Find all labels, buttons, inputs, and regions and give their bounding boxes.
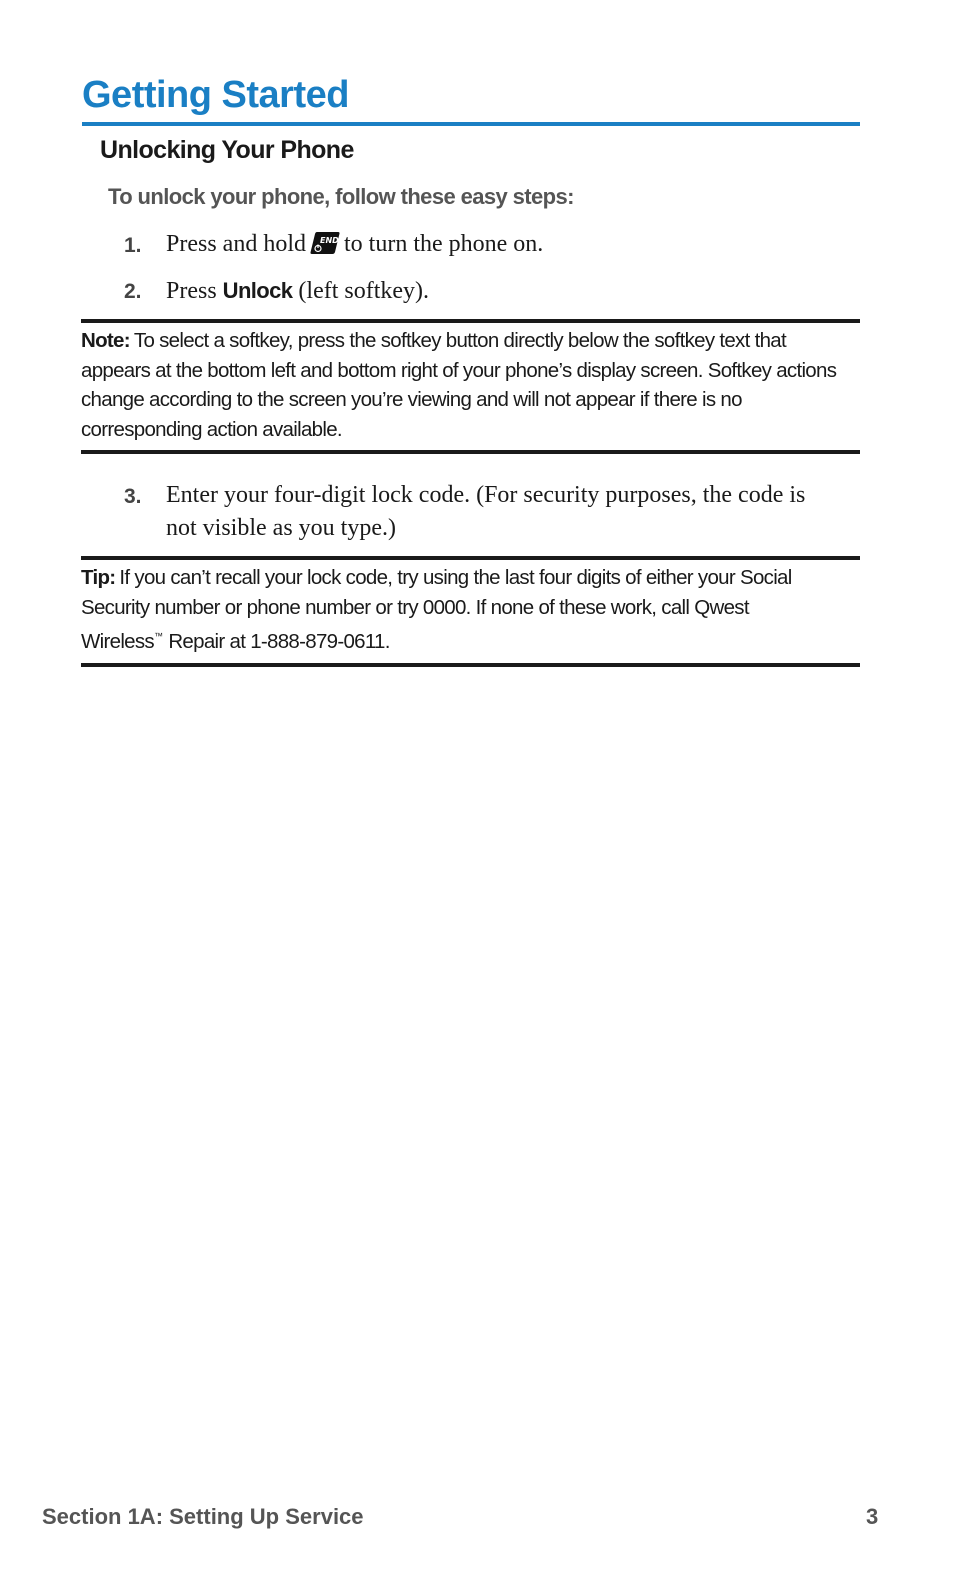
- page-title: Getting Started: [82, 72, 860, 126]
- step-number: 1.: [124, 234, 142, 257]
- end-key-icon: [310, 230, 340, 256]
- trademark-symbol: ™: [154, 631, 163, 641]
- step-1: [124, 228, 824, 262]
- section-heading: Unlocking Your Phone: [100, 136, 354, 164]
- step-number: 3.: [124, 485, 142, 508]
- step-text: Enter your four-digit lock code. (For security purposes, the code is not visible as you type.): [166, 482, 806, 541]
- step-text-before: Press: [166, 278, 217, 304]
- tip-box: [81, 556, 860, 667]
- tip-text-before: If you can’t recall your lock code, try using the last four digits of either your Social Security number or phone number or try 0000. If none of these work, call Qwest Wireless: [81, 566, 792, 653]
- step-text: [166, 228, 824, 262]
- tip-label: Tip:: [81, 566, 116, 589]
- step-text-after: to turn the phone on.: [344, 231, 544, 257]
- step-text-after: (left softkey).: [298, 278, 430, 304]
- svg-text:END: END: [320, 236, 339, 245]
- unlock-softkey-label: Unlock: [222, 278, 293, 303]
- step-number: 2.: [124, 280, 142, 303]
- step-2: [124, 274, 824, 308]
- intro-text: To unlock your phone, follow these easy steps:: [108, 184, 574, 209]
- note-label: Note:: [81, 329, 130, 352]
- step-text-before: Press and hold: [166, 231, 306, 257]
- tip-text-after: Repair at 1-888-879-0611.: [168, 630, 390, 653]
- page-number: 3: [866, 1504, 879, 1529]
- note-text: To select a softkey, press the softkey button directly below the softkey text that appears at the bottom left and bottom right of your phone’s display screen. Softkey actions change according to the screen you’re viewing and will not appear if there is no corresponding action available.: [81, 329, 837, 441]
- footer-section-label: Section 1A: Setting Up Service: [42, 1504, 364, 1529]
- step-text: [166, 274, 824, 308]
- note-box: [81, 319, 860, 454]
- step-3: [124, 479, 824, 545]
